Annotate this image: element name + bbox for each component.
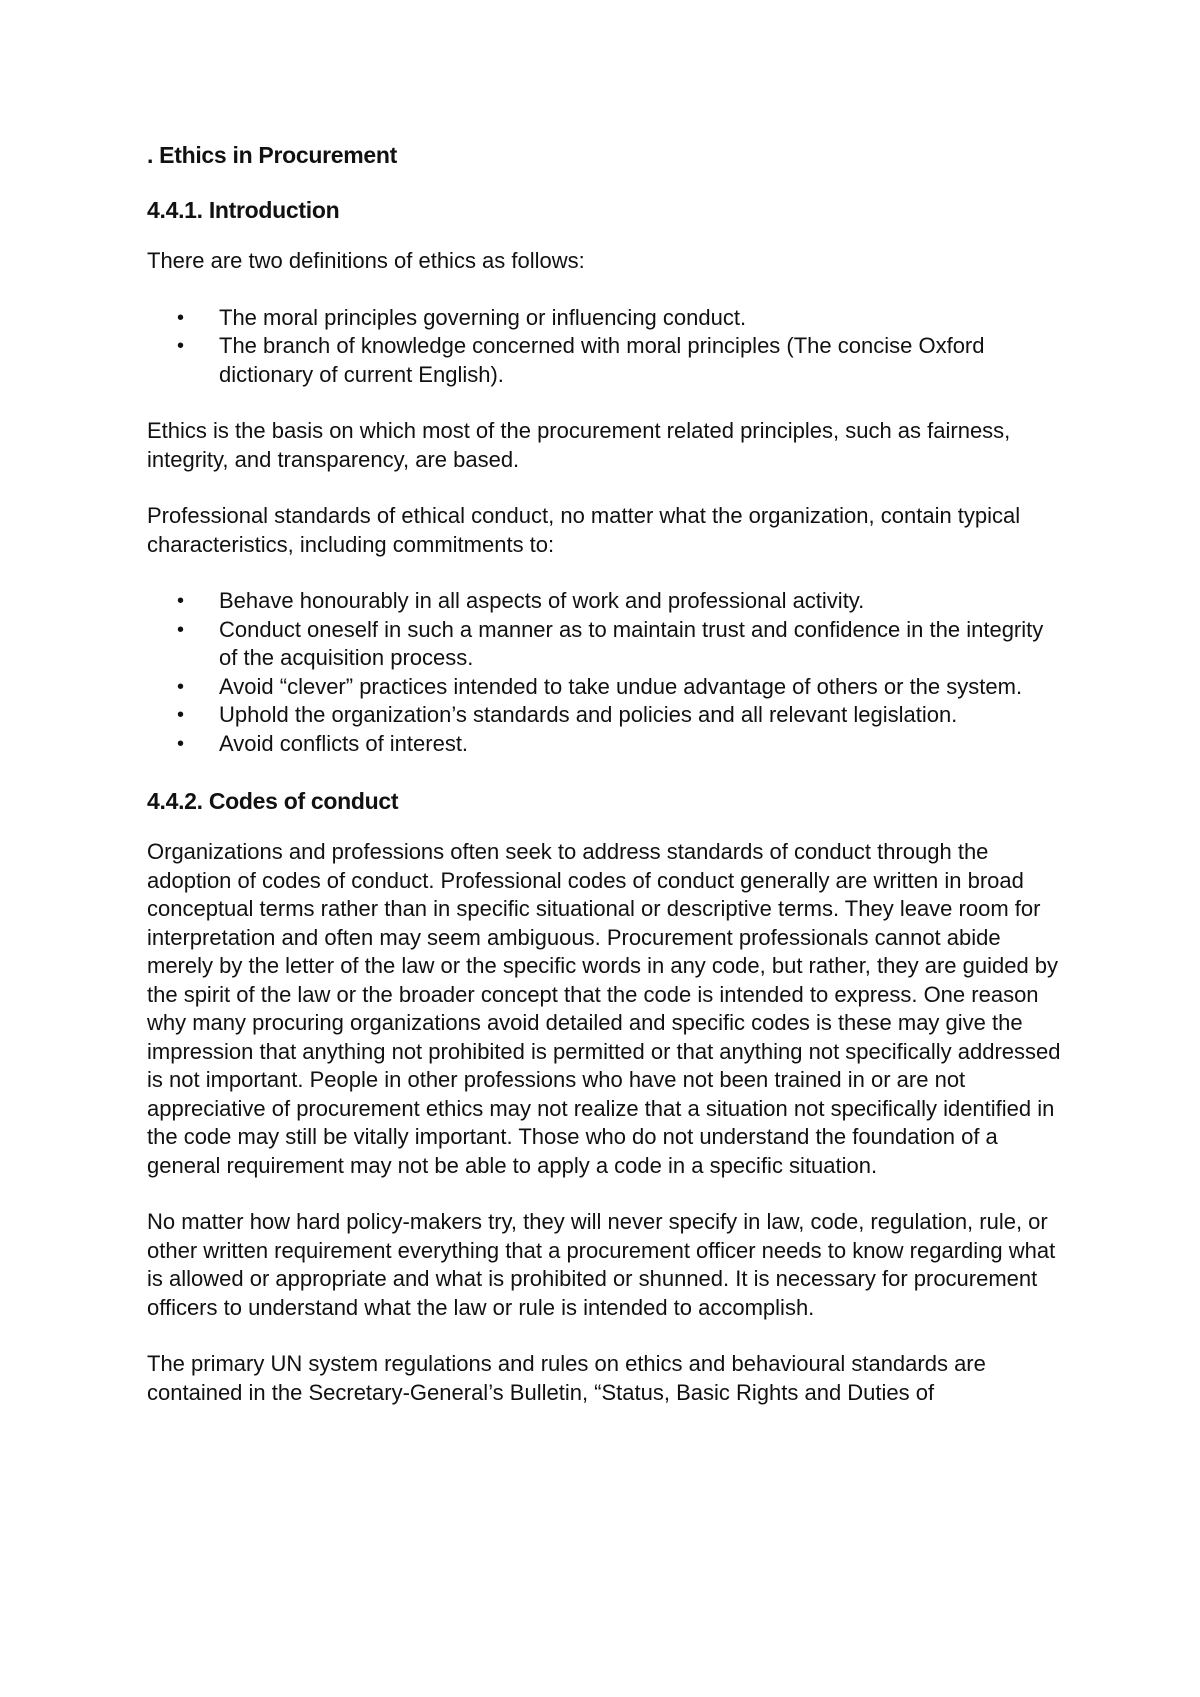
commitments-list — [147, 587, 1067, 758]
list-item: • Conduct oneself in such a manner as to maintain trust and confidence in the integrity of the acquisition process. — [219, 616, 1067, 673]
ethics-basis-paragraph: Ethics is the basis on which most of the procurement related principles, such as fairness, integrity, and transparency, are based. — [147, 418, 1011, 472]
paragraph: The primary UN system regulations and rules on ethics and behavioural standards are contained in the Secretary-General’s Bulletin, “Status, Basic Rights and Duties of — [147, 1351, 986, 1405]
list-item: • Avoid “clever” practices intended to take undue advantage of others or the system. — [219, 673, 1067, 702]
paragraph: Organizations and professions often seek to address standards of conduct through the adoption of codes of conduct. Professional codes of conduct generally are written in broad conceptual terms rather than in specific situational or descriptive terms. They leave room for interpretation and often may seem ambiguous. Procurement professionals cannot abide merely by the letter of the law or the specific words in any code, but rather, they are guided by the spirit of the law or the broader concept that the code is intended to express. One reason why many procuring organizations avoid detailed and specific codes is these may give the impression that anything not prohibited is permitted or that anything not specifically addressed is not important. People in other professions who have not been trained in or are not appreciative of procurement ethics may not realize that a situation not specifically identified in the code may still be vitally important. Those who do not understand the foundation of a general requirement may not be able to apply a code in a specific situation. — [147, 839, 1061, 1178]
list-item: • Behave honourably in all aspects of work and professional activity. — [219, 587, 1067, 616]
document-page — [147, 140, 1067, 1435]
list-item: • The branch of knowledge concerned with moral principles (The concise Oxford dictionary of current English). — [219, 332, 1067, 389]
definitions-list — [147, 304, 1067, 390]
section-heading-introduction: 4.4.1. Introduction — [147, 197, 340, 223]
paragraph: No matter how hard policy-makers try, they will never specify in law, code, regulation, rule, or other written requirement everything that a procurement officer needs to know regarding what is allowed or appropriate and what is prohibited or shunned. It is necessary for procurement officers to understand what the law or rule is intended to accomplish. — [147, 1209, 1056, 1320]
list-item: • The moral principles governing or influencing conduct. — [219, 304, 1067, 333]
standards-intro-paragraph: Professional standards of ethical conduct, no matter what the organization, contain typical characteristics, including commitments to: — [147, 503, 1021, 557]
document-title: . Ethics in Procurement — [147, 142, 397, 168]
list-item: • Uphold the organization’s standards and policies and all relevant legislation. — [219, 701, 1067, 730]
list-item: • Avoid conflicts of interest. — [219, 730, 1067, 759]
definitions-intro: There are two definitions of ethics as follows: — [147, 248, 585, 273]
section-heading-codes-of-conduct: 4.4.2. Codes of conduct — [147, 788, 399, 814]
